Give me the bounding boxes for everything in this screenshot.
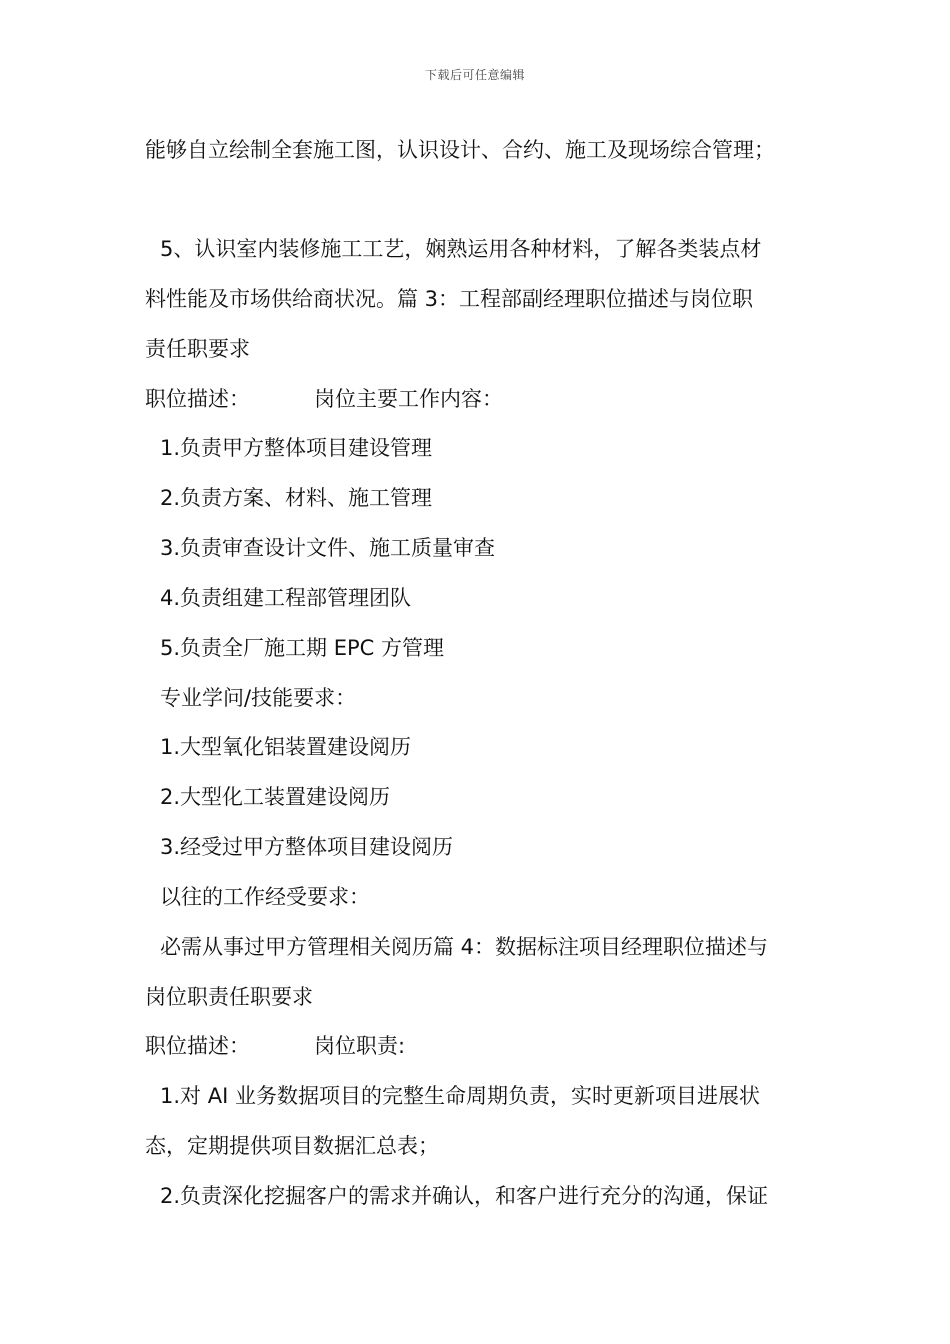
list-item: 3.经受过甲方整体项目建设阅历 — [160, 835, 454, 859]
list-item: 1.对 AI 业务数据项目的完整生命周期负责，实时更新项目进展状 — [160, 1084, 760, 1108]
list-item: 5.负责全厂施工期 EPC 方管理 — [160, 636, 444, 660]
paragraph-line: 料性能及市场供给商状况。篇 3：工程部副经理职位描述与岗位职 — [145, 287, 754, 311]
paragraph-line: 必需从事过甲方管理相关阅历篇 4：数据标注项目经理职位描述与 — [160, 935, 769, 959]
paragraph-line: 态，定期提供项目数据汇总表； — [145, 1134, 439, 1158]
list-item: 1.负责甲方整体项目建设管理 — [160, 436, 433, 460]
list-item: 3.负责审查设计文件、施工质量审查 — [160, 536, 496, 560]
duties-label: 岗位职责: — [314, 1034, 406, 1058]
paragraph-line: 责任职要求 — [145, 337, 250, 361]
main-duties-label: 岗位主要工作内容： — [314, 387, 503, 411]
paragraph-line: 能够自立绘制全套施工图，认识设计、合约、施工及现场综合管理； — [145, 138, 775, 162]
paragraph-line: 5、认识室内装修施工工艺，娴熟运用各种材料，了解各类装点材 — [160, 237, 762, 261]
section-heading: 专业学问/技能要求： — [160, 686, 357, 710]
section-row — [145, 1036, 405, 1057]
list-item: 2.负责方案、材料、施工管理 — [160, 486, 433, 510]
section-row — [145, 389, 503, 410]
list-item: 2.大型化工装置建设阅历 — [160, 785, 391, 809]
list-item: 1.大型氧化铝装置建设阅历 — [160, 735, 412, 759]
page-header: 下载后可任意编辑 — [424, 68, 525, 82]
position-description-label: 职位描述： — [145, 1034, 250, 1058]
list-item: 4.负责组建工程部管理团队 — [160, 586, 412, 610]
paragraph-line: 岗位职责任职要求 — [145, 985, 313, 1009]
list-item: 2.负责深化挖掘客户的需求并确认，和客户进行充分的沟通，保证 — [160, 1184, 769, 1208]
section-heading: 以往的工作经受要求： — [160, 885, 370, 909]
position-description-label: 职位描述： — [145, 387, 250, 411]
